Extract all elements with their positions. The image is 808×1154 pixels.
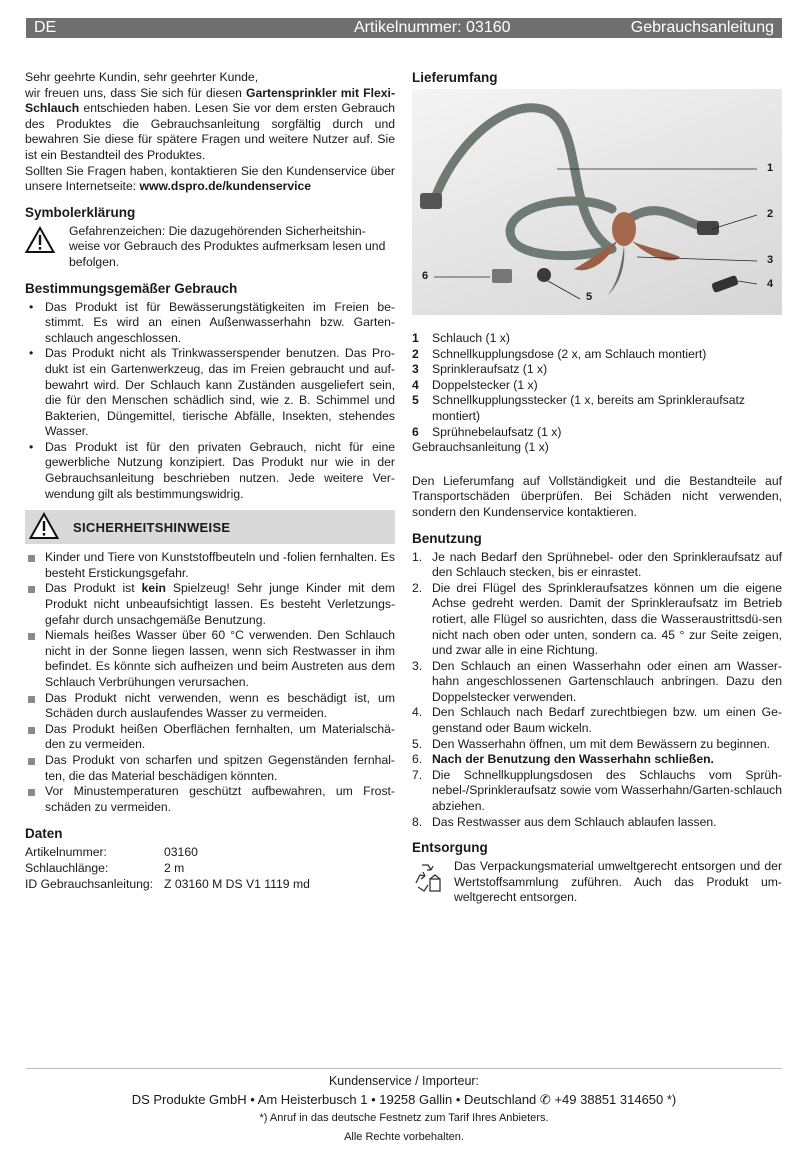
data-key: Schlauchlänge: xyxy=(25,860,109,875)
item-number: 1 xyxy=(412,331,419,345)
contents-heading: Lieferumfang xyxy=(412,70,498,85)
item-text: Das Produkt ist xyxy=(45,581,142,596)
step-text: Den Wasserhahn öffnen, um mit dem Bewässern zu beginnen. xyxy=(432,736,771,751)
step-text: Das Restwasser aus dem Schlauch ablaufen lassen. xyxy=(432,814,717,829)
phone-icon: ✆ xyxy=(539,1092,551,1107)
usage-list xyxy=(25,300,395,503)
intro-paragraph xyxy=(25,86,395,164)
step-text: Nach der Benutzung den Wasserhahn schließen. xyxy=(432,752,714,767)
data-heading: Daten xyxy=(25,826,63,842)
step-number: 1. xyxy=(412,549,423,564)
list-item xyxy=(412,659,782,706)
list-item: Das Produkt heißen Oberflächen fernhalten, um Materialschä-den zu vermeiden. xyxy=(25,722,395,753)
item-number: 6 xyxy=(412,424,419,439)
symbol-text: Gefahrenzeichen: Die dazugehörenden Sicherheitshin-weise vor Gebrauch des Produktes aufmerksam lesen und befolgen. xyxy=(69,223,386,269)
step-number: 8. xyxy=(412,814,423,829)
list-item: Das Produkt von scharfen und spitzen Gegenständen fernhal-ten, die das Material beschädigen könnten. xyxy=(25,753,395,784)
photo-label-3: 3 xyxy=(767,254,774,266)
left-column xyxy=(25,70,395,892)
photo-label-2: 2 xyxy=(767,208,774,220)
step-number: 6. xyxy=(412,752,423,767)
greeting: Sehr geehrte Kundin, sehr geehrter Kunde, xyxy=(25,70,259,84)
step-number: 7. xyxy=(412,767,423,782)
list-item xyxy=(412,393,782,424)
table-row xyxy=(25,861,310,877)
operation-heading: Benutzung xyxy=(412,530,482,546)
item-text: Doppelstecker (1 x) xyxy=(432,377,538,392)
contents-list xyxy=(412,331,782,440)
step-text: Den Schlauch an einen Wasserhahn oder einen am Wasser-hahn angeschlossenen Gartenschlauch anbringen. Dazu den Doppelstecker verwenden. xyxy=(432,658,782,704)
warning-icon xyxy=(29,512,59,540)
list-item xyxy=(25,581,395,628)
step-text: Den Schlauch nach Bedarf zurechtbiegen bzw. um einen Ge-genstand oder Baum wickeln. xyxy=(432,705,782,736)
disposal-block xyxy=(412,859,782,906)
intro-text-b: entschieden haben. Lesen Sie vor dem ersten Gebrauch des Produktes die Gebrauchsanleitung sorgfältig durch und bewahren Sie diese für spätere Fragen und weitere Nutzer auf. Sie ist ein Bestandteil des Produktes. xyxy=(25,101,395,162)
page-footer xyxy=(26,1068,782,1143)
document-type: Gebrauchsanleitung xyxy=(630,19,774,36)
footer-address-line xyxy=(26,1092,782,1108)
item-number: 5 xyxy=(412,393,419,408)
item-text: Sprühnebelaufsatz (1 x) xyxy=(432,424,562,439)
footer-phone: +49 38851 314650 *) xyxy=(554,1092,677,1107)
list-item: Vor Minustemperaturen geschützt aufbewahren, um Frost-schäden zu vermeiden. xyxy=(25,784,395,815)
list-item: • Das Produkt ist für den privaten Gebrauch, nicht für eine gewerbliche Nutzung konzipiert. Das Produkt nur wie in der Gebrauchsanleitung beschrieben nutzen. Jede weitere Ver-wendung gilt als bestimmungswidrig. xyxy=(25,440,395,502)
list-item: • Das Produkt ist für Bewässerungstätigkeiten im Freien be-stimmt. Es wird an einen Außenwasserhahn bzw. Garten-schlauch angeschlossen. xyxy=(25,300,395,347)
list-item: Niemals heißes Wasser über 60 °C verwenden. Den Schlauch nicht in der Sonne liegen lassen, wenn sich Restwasser in ihm befindet. Es könnte sich aufheizen und beim Austreten aus dem Schlauch Verbrühungen verursachen. xyxy=(25,628,395,690)
list-item xyxy=(412,362,782,378)
item-text: Spielzeug! Sehr junge Kinder mit dem Produkt nicht unbeaufsichtigt lassen. Es besteht Verletzungs-gefahr durch unsachgemäße Benutzung. xyxy=(45,581,395,627)
table-row xyxy=(25,877,310,893)
item-number: 4 xyxy=(412,377,419,392)
photo-label-5: 5 xyxy=(586,291,593,303)
list-item: Das Produkt nicht verwenden, wenn es beschädigt ist, um Schäden durch auslaufendes Wasser zu vermeiden. xyxy=(25,691,395,722)
item-text: Schnellkupplungsdose (2 x, am Schlauch montiert) xyxy=(432,346,707,361)
photo-label-6: 6 xyxy=(422,270,429,282)
intro-text-a: wir freuen uns, dass Sie sich für diesen xyxy=(25,85,246,100)
product-name: Gartensprinkler mit Flexi-Schlauch xyxy=(25,85,396,116)
photo-label-1: 1 xyxy=(767,162,774,174)
step-text: Die Schnellkupplungsdosen des Schlauchs vom Sprüh-nebel-/Sprinkleraufsatz sowie vom Wasserhahn/Garten-schlauch abziehen. xyxy=(432,767,782,814)
list-item xyxy=(412,737,782,753)
data-value: Z 03160 M DS V1 1119 md xyxy=(164,876,310,891)
data-value: 2 m xyxy=(164,860,185,875)
product-illustration xyxy=(412,89,782,315)
list-item xyxy=(412,378,782,394)
data-table xyxy=(25,845,310,892)
step-number: 4. xyxy=(412,705,423,720)
contact-text: Sollten Sie Fragen haben, kontaktieren Sie den Kundenservice über unsere Internetseite: xyxy=(25,163,395,194)
symbols-heading: Symbolerklärung xyxy=(25,204,136,220)
contact-paragraph xyxy=(25,164,395,195)
step-text: Die drei Flügel des Sprinkleraufsatzes können um die eigene Achse gedreht werden. Damit der Sprinkleraufsatz im Betrieb rotiert, alle Flügel so ausrichten, dass die Wasseraustrittsdü-sen nicht nach oben oder unten, sondern ca. 45 ° zur Seite zeigen, und zwar alle in eine Richtung. xyxy=(432,580,782,658)
usage-heading: Bestimmungsgemäßer Gebrauch xyxy=(25,280,238,296)
language-code: DE xyxy=(34,19,57,36)
disposal-text: Das Verpackungsmaterial umweltgerecht entsorgen und der Wertstoffsammlung zuführen. Auch das Produkt um-weltgerecht entsorgen. xyxy=(454,859,782,905)
data-value: 03160 xyxy=(164,845,198,860)
list-item xyxy=(412,581,782,659)
article-number-header: Artikelnummer: 03160 xyxy=(354,19,511,36)
product-photo xyxy=(412,89,782,315)
safety-heading: SICHERHEITSHINWEISE xyxy=(73,520,231,536)
symbol-explanation xyxy=(25,224,395,271)
step-number: 2. xyxy=(412,580,423,595)
right-column xyxy=(412,70,782,906)
safety-bar xyxy=(25,510,395,544)
list-item xyxy=(412,768,782,815)
footer-note: *) Anruf in das deutsche Festnetz zum Tarif Ihres Anbieters. xyxy=(259,1112,549,1124)
list-item xyxy=(412,705,782,736)
list-item xyxy=(412,425,782,441)
disposal-heading: Entsorgung xyxy=(412,840,488,856)
data-key: ID Gebrauchsanleitung: xyxy=(25,876,154,891)
list-item xyxy=(412,347,782,363)
recycling-icon xyxy=(412,861,446,895)
item-bold: kein xyxy=(141,581,166,596)
list-item: Kinder und Tiere von Kunststoffbeuteln und -folien fernhalten. Es besteht Erstickungsgefahr. xyxy=(25,550,395,581)
manual-item: Gebrauchsanleitung (1 x) xyxy=(412,440,549,455)
list-item xyxy=(412,815,782,831)
check-paragraph: Den Lieferumfang auf Vollständigkeit und die Bestandteile auf Transportschäden überprüfen. Bei Schäden nicht verwenden, sondern den Kundenservice kontaktieren. xyxy=(412,473,782,519)
footer-address: DS Produkte GmbH • Am Heisterbusch 1 • 19258 Gallin • Deutschland xyxy=(131,1092,537,1107)
list-item: • Das Produkt nicht als Trinkwasserspender benutzen. Das Pro-dukt ist ein Gartenwerkzeug, das im Freien gebraucht und auf-bewahrt wird. Der Schlauch kann Zuständen ausgeliefert sein, die für den Menschen schädlich sind, wie z. B. Schimmel und Bakterien, Düngemittel, tierische Abfälle, Insekten, stehendes Wasser. xyxy=(25,346,395,440)
list-item xyxy=(412,752,782,768)
page-header xyxy=(26,18,782,38)
step-number: 5. xyxy=(412,736,423,751)
step-text: Je nach Bedarf den Sprühnebel- oder den Sprinkleraufsatz auf den Schlauch stecken, bis er einrastet. xyxy=(432,549,782,580)
step-number: 3. xyxy=(412,658,423,673)
data-key: Artikelnummer: xyxy=(25,845,107,860)
item-number: 3 xyxy=(412,362,419,377)
item-text: Sprinkleraufsatz (1 x) xyxy=(432,362,548,377)
item-text: Schlauch (1 x) xyxy=(432,331,510,345)
operation-steps xyxy=(412,550,782,831)
list-item xyxy=(412,550,782,581)
safety-list xyxy=(25,550,395,815)
table-row xyxy=(25,845,310,861)
item-number: 2 xyxy=(412,346,419,361)
footer-label: Kundenservice / Importeur: xyxy=(328,1074,480,1088)
footer-rights: Alle Rechte vorbehalten. xyxy=(344,1131,464,1143)
service-link[interactable]: www.dspro.de/kundenservice xyxy=(139,179,312,194)
photo-label-4: 4 xyxy=(767,278,774,290)
warning-icon xyxy=(25,226,55,254)
item-text: Schnellkupplungsstecker (1 x, bereits am Sprinkleraufsatz montiert) xyxy=(432,393,745,423)
list-item xyxy=(412,331,782,347)
